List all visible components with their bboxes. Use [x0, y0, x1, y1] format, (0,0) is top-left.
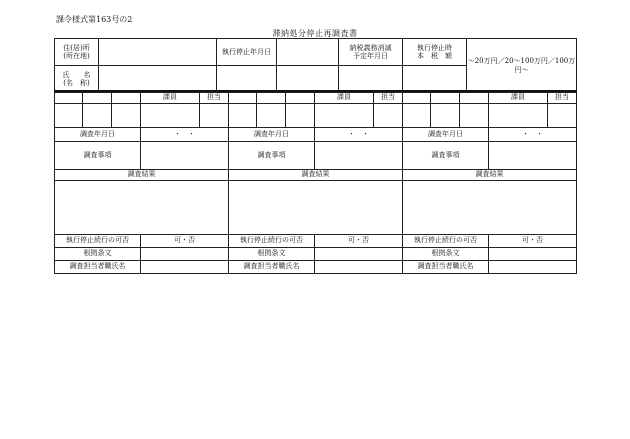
scheduled-date-field[interactable]: [339, 66, 403, 93]
basis-field[interactable]: [489, 247, 577, 260]
staff-seal-field[interactable]: [315, 103, 374, 127]
name-label-cell: [55, 66, 99, 93]
continue-label: 執行停止続行の可否: [403, 234, 489, 247]
stamp-box[interactable]: [55, 103, 83, 127]
continue-label: 執行停止続行の可否: [229, 234, 315, 247]
charge-label: 担当: [200, 91, 229, 103]
stamp-box[interactable]: [257, 91, 286, 103]
officer-label: 調査担当者職氏名: [55, 260, 141, 273]
stamp-box[interactable]: [112, 103, 141, 127]
address-label: 住(居)所: [63, 43, 90, 52]
survey-result-label: 調査結果: [229, 169, 403, 180]
survey-items-label: 調査事項: [55, 141, 141, 169]
survey-record-3: [402, 90, 577, 274]
scheduled-date-label: 納税義務消滅: [349, 43, 392, 52]
officer-label: 調査担当者職氏名: [403, 260, 489, 273]
address-label-cell: [55, 39, 99, 66]
name-field[interactable]: [99, 66, 217, 93]
survey-result-label: 調査結果: [55, 169, 229, 180]
scheduled-date-label-cell: [339, 39, 403, 66]
tax-amount-label-cell: [403, 39, 467, 66]
stamp-box[interactable]: [431, 91, 460, 103]
staff-label: 課員: [489, 91, 548, 103]
staff-label: 課員: [315, 91, 374, 103]
survey-items-label: 調査事項: [229, 141, 315, 169]
officer-field[interactable]: [489, 260, 577, 273]
basis-field[interactable]: [315, 247, 403, 260]
survey-date-field[interactable]: ・ ・: [141, 127, 229, 141]
address-field[interactable]: [99, 39, 217, 66]
tax-amount-field[interactable]: [403, 66, 467, 93]
survey-date-field[interactable]: ・ ・: [489, 127, 577, 141]
survey-record-2: [228, 90, 403, 274]
basis-field[interactable]: [141, 247, 229, 260]
name-label: 氏 名: [62, 70, 91, 79]
stamp-box[interactable]: [431, 103, 460, 127]
blank-cell: [277, 66, 339, 93]
survey-date-label: 調査年月日: [229, 127, 315, 141]
survey-record-1: [54, 90, 229, 274]
blank-cell: [217, 66, 277, 93]
stamp-box[interactable]: [112, 91, 141, 103]
basis-label: 根拠条文: [55, 247, 141, 260]
officer-field[interactable]: [141, 260, 229, 273]
stamp-box[interactable]: [55, 91, 83, 103]
suspension-date-field[interactable]: [277, 39, 339, 66]
survey-result-field[interactable]: [403, 180, 577, 234]
amount-range-text: ～20万円／20～100万円／100万円～: [467, 39, 577, 93]
stamp-box[interactable]: [403, 91, 431, 103]
charge-seal-field[interactable]: [374, 103, 403, 127]
survey-items-field[interactable]: [489, 141, 577, 169]
continue-field[interactable]: 可・否: [315, 234, 403, 247]
basis-label: 根拠条文: [229, 247, 315, 260]
stamp-box[interactable]: [286, 103, 315, 127]
document-title: 滞納処分停止再調査書: [272, 29, 358, 38]
stamp-box[interactable]: [229, 91, 257, 103]
survey-date-label: 調査年月日: [403, 127, 489, 141]
survey-date-field[interactable]: ・ ・: [315, 127, 403, 141]
officer-field[interactable]: [315, 260, 403, 273]
basis-label: 根拠条文: [403, 247, 489, 260]
survey-date-label: 調査年月日: [55, 127, 141, 141]
address-sub-label: (所在地): [63, 52, 90, 60]
survey-items-field[interactable]: [315, 141, 403, 169]
survey-result-field[interactable]: [55, 180, 229, 234]
survey-items-label: 調査事項: [403, 141, 489, 169]
stamp-box[interactable]: [460, 103, 489, 127]
staff-label: 課員: [141, 91, 200, 103]
stamp-box[interactable]: [257, 103, 286, 127]
continue-field[interactable]: 可・否: [141, 234, 229, 247]
continue-label: 執行停止続行の可否: [55, 234, 141, 247]
charge-label: 担当: [548, 91, 577, 103]
survey-items-field[interactable]: [141, 141, 229, 169]
continue-field[interactable]: 可・否: [489, 234, 577, 247]
survey-result-field[interactable]: [229, 180, 403, 234]
staff-seal-field[interactable]: [141, 103, 200, 127]
scheduled-date-sub-label: 予定年月日: [353, 52, 388, 60]
tax-amount-sub-label: 本 税 額: [417, 52, 452, 60]
name-sub-label: (名 称): [63, 79, 90, 87]
stamp-box[interactable]: [286, 91, 315, 103]
stamp-box[interactable]: [83, 91, 112, 103]
charge-seal-field[interactable]: [200, 103, 229, 127]
stamp-box[interactable]: [229, 103, 257, 127]
suspension-date-label: 執行停止年月日: [217, 39, 277, 66]
stamp-box[interactable]: [83, 103, 112, 127]
form-code: 課令様式第163号の2: [56, 15, 133, 24]
charge-seal-field[interactable]: [548, 103, 577, 127]
staff-seal-field[interactable]: [489, 103, 548, 127]
taxpayer-info-table: [54, 38, 577, 93]
survey-result-label: 調査結果: [403, 169, 577, 180]
stamp-box[interactable]: [460, 91, 489, 103]
stamp-box[interactable]: [403, 103, 431, 127]
officer-label: 調査担当者職氏名: [229, 260, 315, 273]
tax-amount-label: 執行停止時: [417, 43, 452, 52]
charge-label: 担当: [374, 91, 403, 103]
